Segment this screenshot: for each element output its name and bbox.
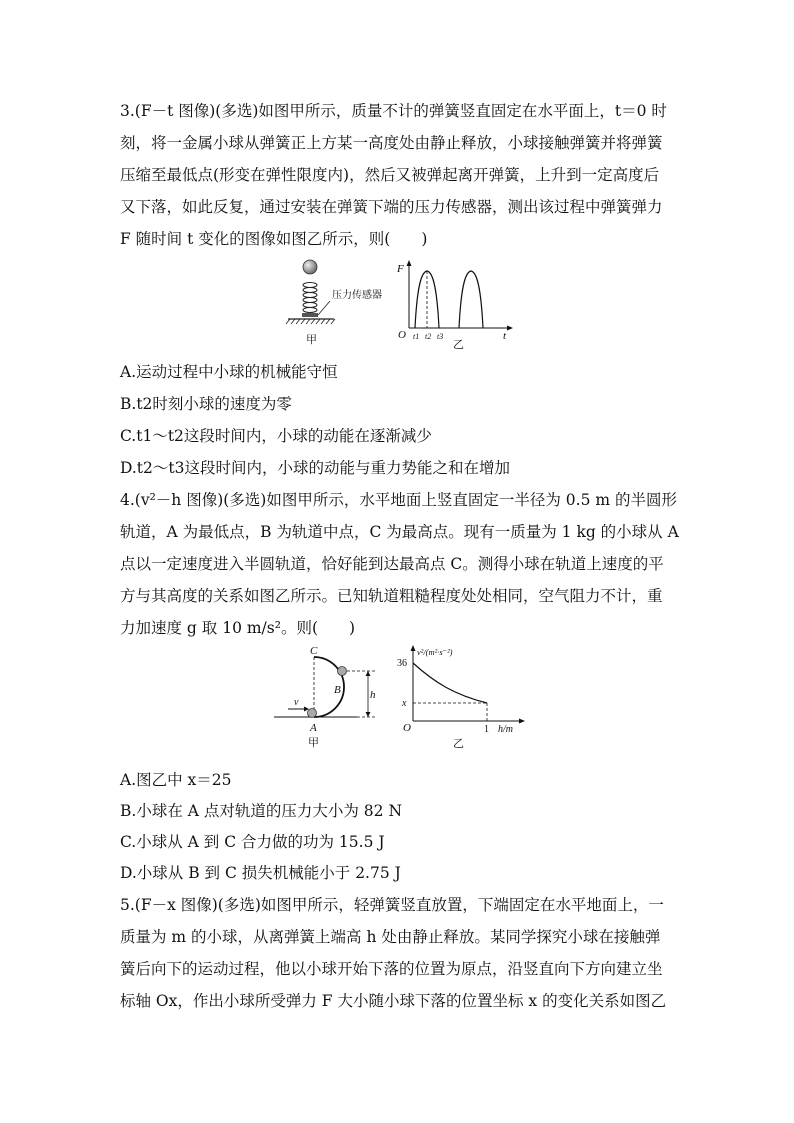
- axis-label-h: h/m: [498, 724, 513, 735]
- force-pulse-2: [459, 271, 483, 328]
- fig-caption-yi: 乙: [453, 339, 464, 350]
- tick-36: 36: [397, 658, 407, 669]
- label-A: A: [310, 722, 317, 734]
- sensor-label: 压力传感器: [332, 290, 382, 301]
- ball-at-A: [308, 709, 317, 718]
- q4-option-c: C.小球从 A 到 C 合力做的功为 15.5 J: [120, 833, 385, 851]
- q3-option-d: D.t2～t3这段时间内，小球的动能与重力势能之和在增加: [120, 459, 510, 477]
- label-C: C: [310, 645, 318, 657]
- q4-line-1: 4.(v²－h 图像)(多选)如图甲所示，水平地面上竖直固定一半径为 0.5 m 的半圆形: [120, 491, 677, 509]
- q5-line-4: 标轴 Ox，作出小球所受弹力 F 大小随小球下落的位置坐标 x 的变化关系如图乙: [120, 992, 667, 1010]
- q3-line-1: 3.(F－t 图像)(多选)如图甲所示，质量不计的弹簧竖直固定在水平面上，t＝0 时: [120, 102, 667, 120]
- label-v: v: [294, 697, 299, 708]
- q3-option-c: C.t1～t2这段时间内，小球的动能在逐渐减少: [120, 427, 432, 445]
- q3-figure-yi: [395, 258, 515, 350]
- tick-x: x: [402, 698, 407, 709]
- axis-label-F: F: [397, 263, 404, 275]
- q4-option-d: D.小球从 B 到 C 损失机械能小于 2.75 J: [120, 864, 401, 882]
- sensor-block: [302, 313, 318, 317]
- fig-caption-yi: 乙: [453, 738, 464, 750]
- origin-label: O: [398, 329, 406, 341]
- q3-option-a: A.运动过程中小球的机械能守恒: [120, 363, 338, 381]
- q5-line-3: 簧后向下的运动过程，他以小球开始下落的位置为原点，沿竖直向下方向建立坐: [120, 960, 663, 978]
- fig-caption-jia: 甲: [308, 737, 319, 749]
- axis-label-t: t: [503, 330, 507, 342]
- fig-caption-jia: 甲: [306, 334, 317, 346]
- q4-option-b: B.小球在 A 点对轨道的压力大小为 82 N: [120, 802, 403, 820]
- q4-line-4: 方与其高度的关系如图乙所示。已知轨道粗糙程度处处相同，空气阻力不计，重: [120, 587, 663, 605]
- axis-label-v2: v²/(m²·s⁻²): [417, 647, 453, 657]
- tick-t3: t3: [437, 332, 444, 341]
- q3-option-b: B.t2时刻小球的速度为零: [120, 395, 292, 413]
- origin-label: O: [403, 722, 411, 734]
- tick-t2: t2: [425, 332, 432, 341]
- v2-h-curve: [413, 663, 487, 703]
- tick-t1: t1: [413, 332, 420, 341]
- q4-option-a: A.图乙中 x＝25: [120, 771, 232, 789]
- q3-line-5: F 随时间 t 变化的图像如图乙所示，则( ): [120, 230, 428, 248]
- q3-figure-jia: [280, 255, 395, 350]
- ball: [303, 260, 317, 274]
- tick-1: 1: [484, 724, 489, 735]
- ball-at-B: [338, 667, 347, 676]
- q5-line-1: 5.(F－x 图像)(多选)如图甲所示，轻弹簧竖直放置，下端固定在水平地面上，一: [120, 896, 664, 914]
- q4-figure-jia: [272, 643, 387, 751]
- q4-line-2: 轨道，A 为最低点，B 为轨道中点，C 为最高点。现有一质量为 1 kg 的小球从 A: [120, 523, 679, 541]
- q3-line-4: 又下落，如此反复，通过安装在弹簧下端的压力传感器，测出该过程中弹簧弹力: [120, 198, 663, 216]
- label-h: h: [370, 689, 376, 701]
- q3-line-3: 压缩至最低点(形变在弹性限度内)，然后又被弹起离开弹簧，上升到一定高度后: [120, 166, 660, 184]
- force-pulse-1: [415, 271, 439, 328]
- label-B: B: [334, 684, 341, 696]
- q4-line-3: 点以一定速度进入半圆轨道，恰好能到达最高点 C。测得小球在轨道上速度的平: [120, 555, 664, 573]
- q5-line-2: 质量为 m 的小球，从离弹簧上端高 h 处由静止释放。某同学探究小球在接触弹: [120, 928, 661, 946]
- q4-line-5: 力加速度 g 取 10 m/s²。则( ): [120, 619, 356, 637]
- q4-figure-yi: [395, 643, 530, 753]
- q3-line-2: 刻，将一金属小球从弹簧正上方某一高度处由静止释放，小球接触弹簧并将弹簧: [120, 134, 663, 152]
- spring-coil: [303, 283, 317, 313]
